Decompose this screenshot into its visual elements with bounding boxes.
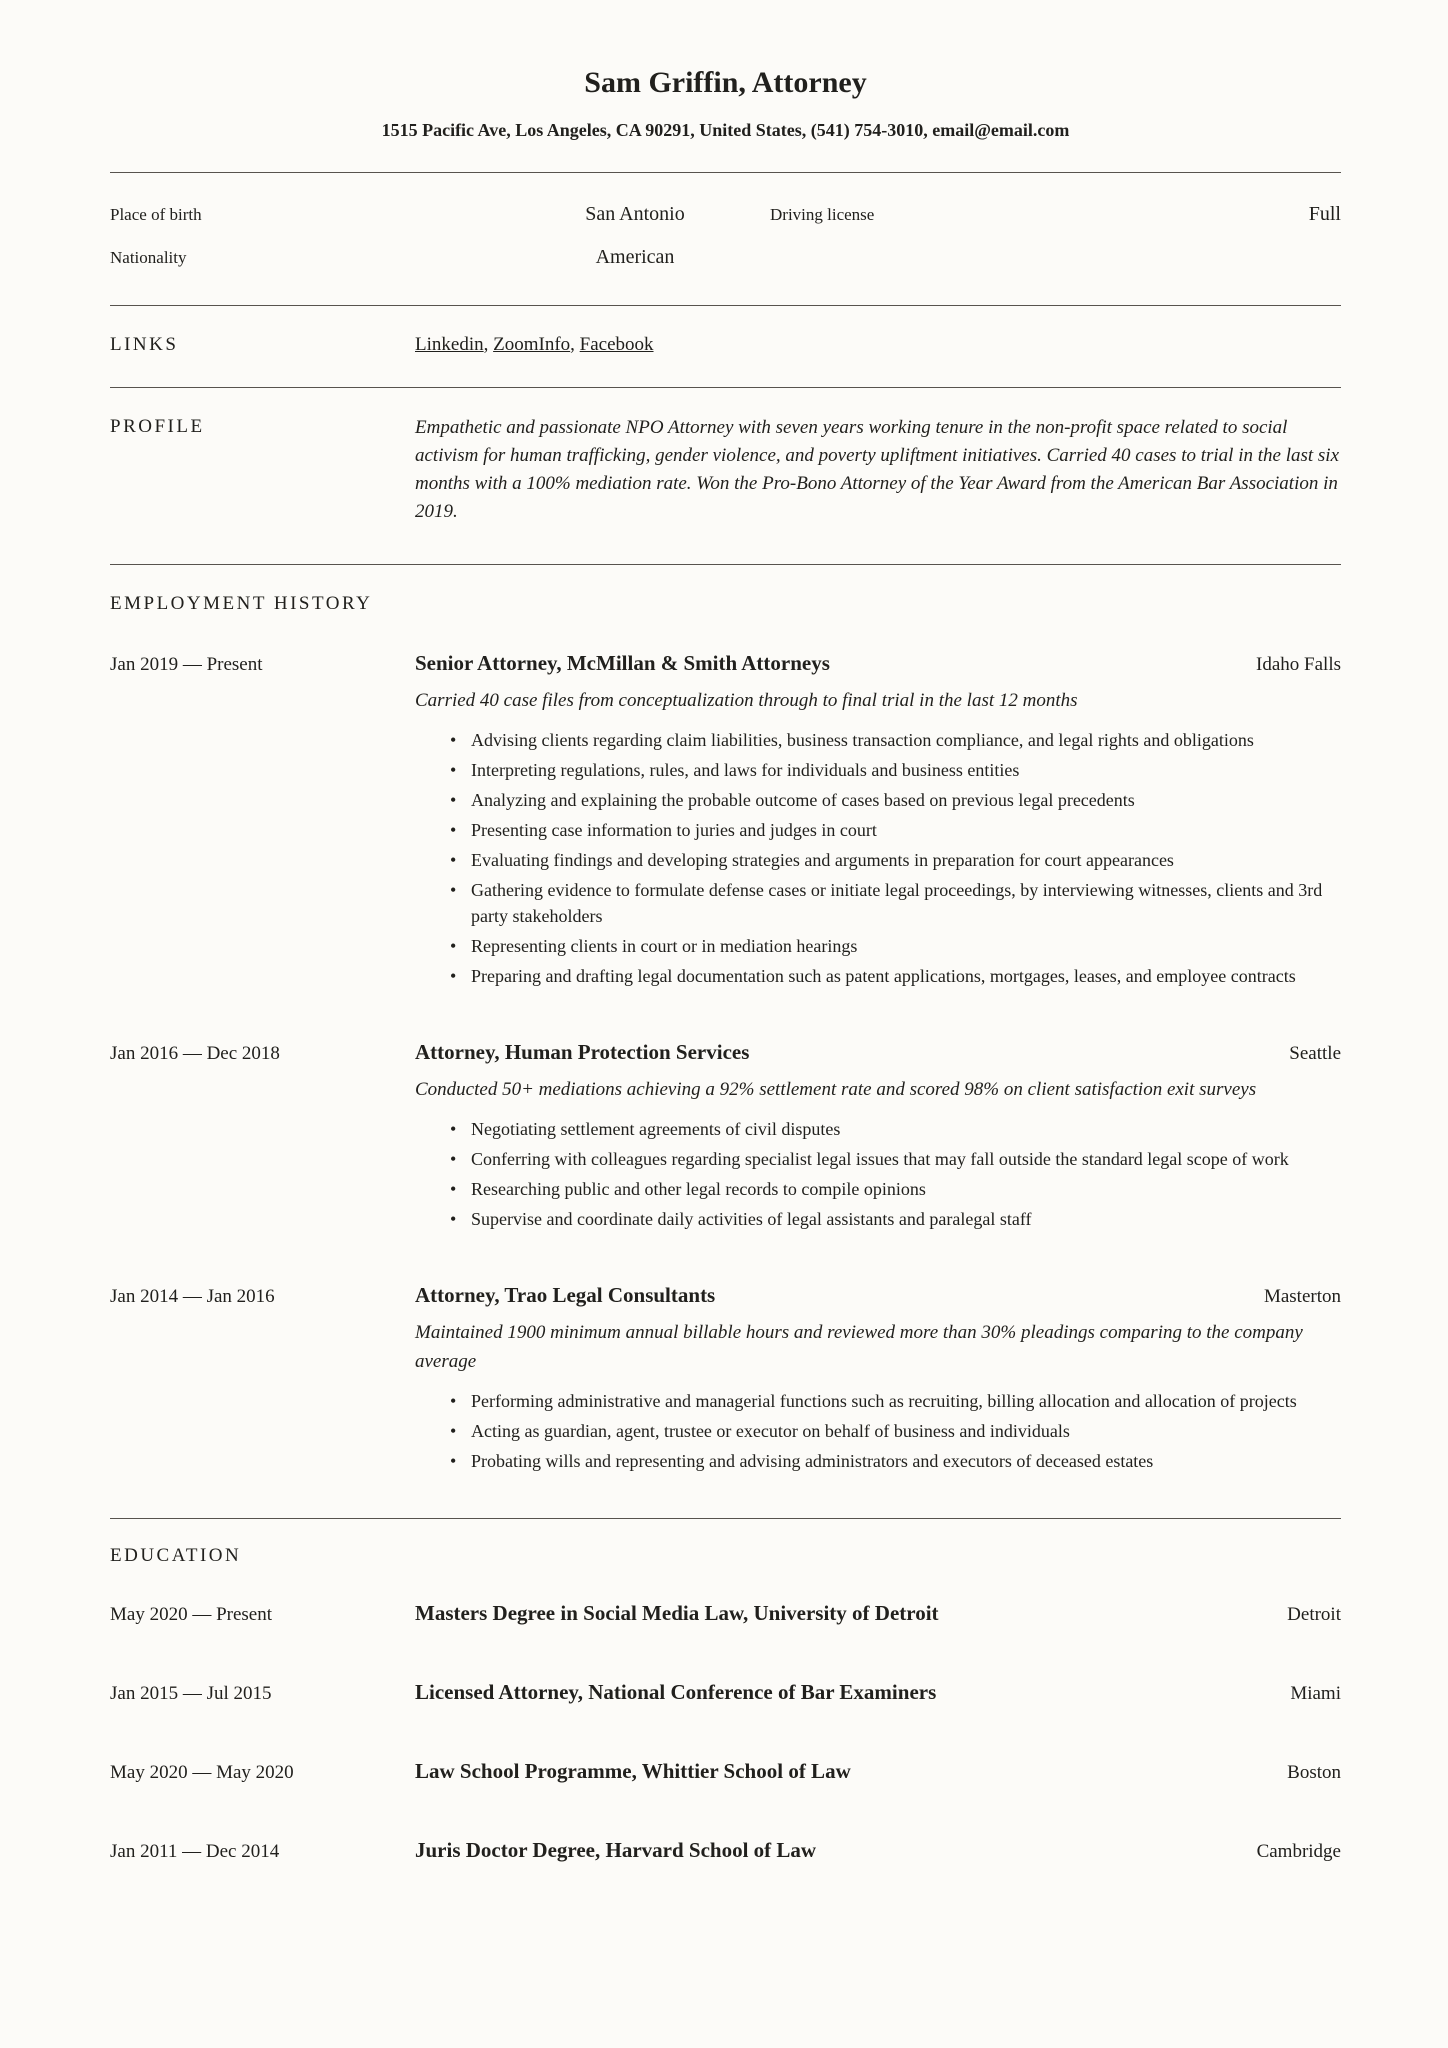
bullet-item: • Researching public and other legal records to compile opinions [450, 1176, 1341, 1202]
job-head [415, 650, 1341, 676]
driving-license-value: Full [1308, 203, 1341, 225]
job-entry-3 [110, 1282, 1341, 1478]
divider-profile [110, 387, 1341, 388]
job-summary: Conducted 50+ mediations achieving a 92% settlement rate and scored 98% on client satisfaction exit surveys [415, 1079, 1257, 1100]
divider-header [110, 172, 1341, 173]
education-title: Law School Programme, Whittier School of Law [415, 1759, 851, 1783]
job-entry-2 [110, 1039, 1341, 1236]
education-section [110, 1543, 1341, 1864]
profile-heading: PROFILE [110, 416, 205, 437]
resume-header [110, 64, 1341, 142]
job-bullet-list [415, 1116, 1341, 1232]
links-section [110, 332, 1341, 357]
bullet-item: • Probating wills and representing and advising administrators and executors of deceased estates [450, 1448, 1341, 1474]
education-location: Miami [1290, 1683, 1341, 1704]
details-grid [110, 203, 1341, 269]
employment-heading: EMPLOYMENT HISTORY [110, 593, 373, 614]
bullet-item: • Evaluating findings and developing strategies and arguments in preparation for court appearances [450, 847, 1341, 873]
job-bullet-list [415, 1388, 1341, 1474]
divider-links [110, 305, 1341, 306]
job-head [415, 1039, 1341, 1065]
employment-section [110, 591, 1341, 1478]
bullet-item: • Conferring with colleagues regarding specialist legal issues that may fall outside the standard legal scope of work [450, 1146, 1341, 1172]
education-location: Cambridge [1256, 1841, 1341, 1862]
education-body [415, 1679, 1341, 1705]
job-location: Seattle [1289, 1043, 1341, 1064]
bullet-item: • Advising clients regarding claim liabilities, business transaction compliance, and legal rights and obligations [450, 727, 1341, 753]
job-entry-1 [110, 650, 1341, 993]
bullet-item: • Negotiating settlement agreements of civil disputes [450, 1116, 1341, 1142]
profile-text: Empathetic and passionate NPO Attorney with seven years working tenure in the non-profit space related to social activism for human trafficking, gender violence, and poverty upliftment initiatives. Carried 40 cases to trial in the last six months with a 100% mediation rate. Won the Pro-Bono Attorney of the Year Award from the American Bar Association in 2019. [415, 417, 1340, 522]
job-head [415, 1282, 1341, 1308]
contact-line: 1515 Pacific Ave, Los Angeles, CA 90291, United States, (541) 754-3010, email@email.com [381, 120, 1070, 140]
job-title: Attorney, Trao Legal Consultants [415, 1283, 716, 1307]
job-summary: Maintained 1900 minimum annual billable hours and reviewed more than 30% pleadings comparing to the company average [415, 1322, 1303, 1372]
bullet-item: • Gathering evidence to formulate defense cases or initiate legal proceedings, by interviewing witnesses, clients and 3rd party stakeholders [450, 877, 1341, 929]
job-location: Idaho Falls [1256, 654, 1341, 675]
education-location: Boston [1287, 1762, 1341, 1783]
job-title: Attorney, Human Protection Services [415, 1040, 750, 1064]
zoominfo-link[interactable]: ZoomInfo [493, 334, 571, 355]
person-name: Sam Griffin, Attorney [584, 66, 867, 99]
job-location: Masterton [1263, 1286, 1341, 1307]
nationality-value: American [595, 246, 675, 268]
divider-education [110, 1518, 1341, 1519]
link-separator: , [483, 334, 494, 355]
education-heading: EDUCATION [110, 1545, 242, 1566]
nationality-label: Nationality [110, 248, 187, 267]
job-body [415, 1282, 1341, 1478]
bullet-item: • Representing clients in court or in mediation hearings [450, 933, 1341, 959]
education-body [415, 1758, 1341, 1784]
education-dates: Jan 2015 — Jul 2015 [110, 1683, 272, 1704]
education-title: Licensed Attorney, National Conference of Bar Examiners [415, 1680, 937, 1704]
bullet-item: • Supervise and coordinate daily activities of legal assistants and paralegal staff [450, 1206, 1341, 1232]
job-body [415, 1039, 1341, 1236]
job-bullet-list [415, 727, 1341, 989]
place-of-birth-label: Place of birth [110, 205, 202, 224]
links-list [415, 332, 1341, 357]
job-dates: Jan 2016 — Dec 2018 [110, 1043, 280, 1064]
links-heading: LINKS [110, 334, 179, 355]
education-entry-4 [110, 1837, 1341, 1864]
education-entry-3 [110, 1758, 1341, 1785]
job-summary: Carried 40 case files from conceptualization through to final trial in the last 12 months [415, 690, 1078, 711]
divider-employment [110, 564, 1341, 565]
job-body [415, 650, 1341, 993]
linkedin-link[interactable]: Linkedin [415, 334, 484, 355]
education-body [415, 1600, 1341, 1626]
link-separator: , [570, 334, 580, 355]
education-title: Masters Degree in Social Media Law, University of Detroit [415, 1601, 939, 1625]
job-dates: Jan 2014 — Jan 2016 [110, 1286, 275, 1307]
education-location: Detroit [1287, 1604, 1341, 1625]
bullet-item: • Preparing and drafting legal documentation such as patent applications, mortgages, leases, and employee contracts [450, 963, 1341, 989]
bullet-item: • Presenting case information to juries and judges in court [450, 817, 1341, 843]
education-dates: May 2020 — May 2020 [110, 1762, 294, 1783]
bullet-item: • Interpreting regulations, rules, and laws for individuals and business entities [450, 757, 1341, 783]
education-entry-1 [110, 1600, 1341, 1627]
job-dates: Jan 2019 — Present [110, 654, 263, 675]
facebook-link[interactable]: Facebook [579, 334, 654, 355]
bullet-item: • Analyzing and explaining the probable outcome of cases based on previous legal precedents [450, 787, 1341, 813]
bullet-item: • Acting as guardian, agent, trustee or executor on behalf of business and individuals [450, 1418, 1341, 1444]
education-entry-2 [110, 1679, 1341, 1706]
education-dates: May 2020 — Present [110, 1604, 273, 1625]
place-of-birth-value: San Antonio [585, 203, 685, 225]
education-body [415, 1837, 1341, 1863]
profile-section [110, 414, 1341, 526]
education-title: Juris Doctor Degree, Harvard School of Law [415, 1838, 817, 1862]
education-dates: Jan 2011 — Dec 2014 [110, 1841, 280, 1862]
job-title: Senior Attorney, McMillan & Smith Attorneys [415, 651, 830, 675]
bullet-item: • Performing administrative and managerial functions such as recruiting, billing allocation and allocation of projects [450, 1388, 1341, 1414]
driving-license-label: Driving license [770, 205, 875, 224]
